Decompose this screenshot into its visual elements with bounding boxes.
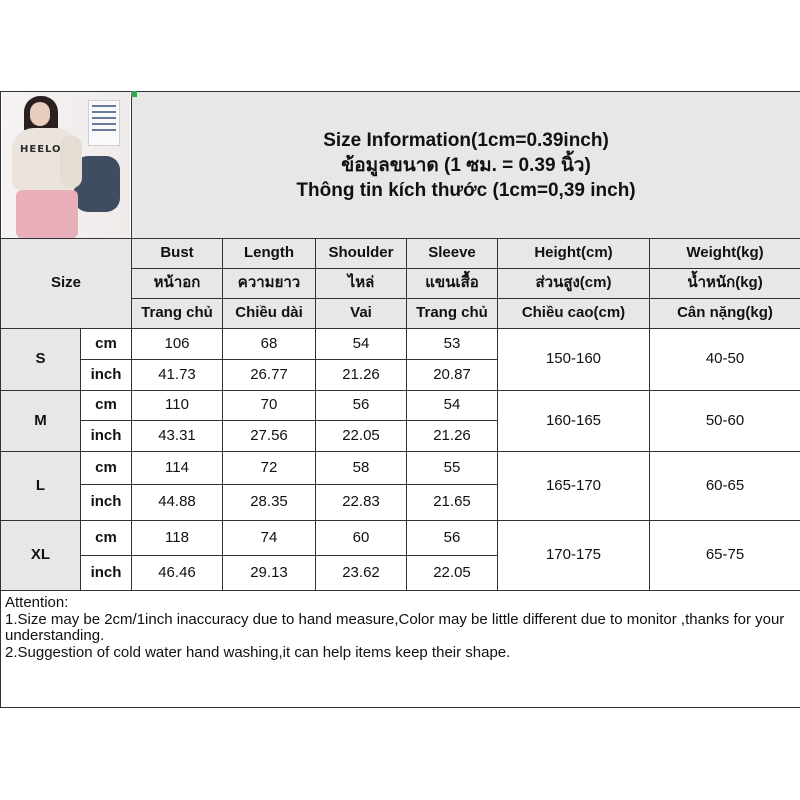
corner-mark xyxy=(131,91,137,97)
col-sleeve-vi: Trang chủ xyxy=(407,299,498,329)
col-height-vi: Chiều cao(cm) xyxy=(498,299,650,329)
col-shoulder-vi: Vai xyxy=(316,299,407,329)
unit-cm: cm xyxy=(81,329,132,360)
col-height-en: Height(cm) xyxy=(498,239,650,269)
weight-range: 60-65 xyxy=(650,452,800,521)
col-weight-en: Weight(kg) xyxy=(650,239,800,269)
shoulder-value: 21.26 xyxy=(316,360,407,391)
sleeve-value: 21.65 xyxy=(407,485,498,521)
length-value: 74 xyxy=(223,521,316,556)
size-table xyxy=(0,91,800,708)
height-range: 160-165 xyxy=(498,391,650,452)
height-range: 165-170 xyxy=(498,452,650,521)
col-shoulder-en: Shoulder xyxy=(316,239,407,269)
unit-cm: cm xyxy=(81,391,132,421)
col-bust-en: Bust xyxy=(132,239,223,269)
bust-value: 118 xyxy=(132,521,223,556)
sleeve-value: 56 xyxy=(407,521,498,556)
bust-value: 44.88 xyxy=(132,485,223,521)
sleeve-value: 53 xyxy=(407,329,498,360)
unit-inch: inch xyxy=(81,485,132,521)
sleeve-value: 54 xyxy=(407,391,498,421)
bust-value: 114 xyxy=(132,452,223,485)
bust-value: 41.73 xyxy=(132,360,223,391)
shoulder-value: 58 xyxy=(316,452,407,485)
size-info-title xyxy=(132,92,800,239)
unit-cm: cm xyxy=(81,452,132,485)
product-photo xyxy=(2,92,130,238)
weight-range: 50-60 xyxy=(650,391,800,452)
col-shoulder-th: ไหล่ xyxy=(316,269,407,299)
length-value: 72 xyxy=(223,452,316,485)
bust-value: 106 xyxy=(132,329,223,360)
col-length-en: Length xyxy=(223,239,316,269)
length-value: 68 xyxy=(223,329,316,360)
height-range: 150-160 xyxy=(498,329,650,391)
col-bust-th: หน้าอก xyxy=(132,269,223,299)
size-header: Size xyxy=(1,239,132,329)
sleeve-value: 55 xyxy=(407,452,498,485)
col-weight-th: น้ำหนัก(kg) xyxy=(650,269,800,299)
attention-notes xyxy=(1,591,800,708)
size-xl-label: XL xyxy=(1,521,81,591)
bust-value: 110 xyxy=(132,391,223,421)
shoulder-value: 54 xyxy=(316,329,407,360)
bust-value: 43.31 xyxy=(132,421,223,452)
title-thai: ข้อมูลขนาด (1 ซม. = 0.39 นิ้ว) xyxy=(341,154,591,176)
col-sleeve-th: แขนเสื้อ xyxy=(407,269,498,299)
sleeve-value: 21.26 xyxy=(407,421,498,452)
unit-inch: inch xyxy=(81,421,132,452)
col-sleeve-en: Sleeve xyxy=(407,239,498,269)
unit-inch: inch xyxy=(81,556,132,591)
shoulder-value: 22.05 xyxy=(316,421,407,452)
height-range: 170-175 xyxy=(498,521,650,591)
title-vietnamese: Thông tin kích thước (1cm=0,39 inch) xyxy=(296,179,636,201)
size-s-label: S xyxy=(1,329,81,391)
shirt-print: HEELO xyxy=(20,144,62,155)
unit-inch: inch xyxy=(81,360,132,391)
size-chart xyxy=(0,91,800,712)
shoulder-value: 56 xyxy=(316,391,407,421)
attention-note-2: 2.Suggestion of cold water hand washing,it can help items keep their shape. xyxy=(5,643,511,661)
size-l-label: L xyxy=(1,452,81,521)
attention-note-1: 1.Size may be 2cm/1inch inaccuracy due to hand measure,Color may be little different due to monitor ,thanks for your understanding. xyxy=(5,610,785,644)
shoulder-value: 22.83 xyxy=(316,485,407,521)
length-value: 28.35 xyxy=(223,485,316,521)
col-length-th: ความยาว xyxy=(223,269,316,299)
shoulder-value: 60 xyxy=(316,521,407,556)
length-value: 26.77 xyxy=(223,360,316,391)
shoulder-value: 23.62 xyxy=(316,556,407,591)
col-bust-vi: Trang chủ xyxy=(132,299,223,329)
col-length-vi: Chiều dài xyxy=(223,299,316,329)
col-weight-vi: Cân nặng(kg) xyxy=(650,299,800,329)
length-value: 70 xyxy=(223,391,316,421)
attention-heading: Attention: xyxy=(5,594,69,611)
title-english: Size Information(1cm=0.39inch) xyxy=(323,129,609,151)
sleeve-value: 22.05 xyxy=(407,556,498,591)
length-value: 27.56 xyxy=(223,421,316,452)
unit-cm: cm xyxy=(81,521,132,556)
sleeve-value: 20.87 xyxy=(407,360,498,391)
length-value: 29.13 xyxy=(223,556,316,591)
weight-range: 40-50 xyxy=(650,329,800,391)
col-height-th: ส่วนสูง(cm) xyxy=(498,269,650,299)
weight-range: 65-75 xyxy=(650,521,800,591)
product-photo-cell xyxy=(1,92,132,239)
size-m-label: M xyxy=(1,391,81,452)
bust-value: 46.46 xyxy=(132,556,223,591)
